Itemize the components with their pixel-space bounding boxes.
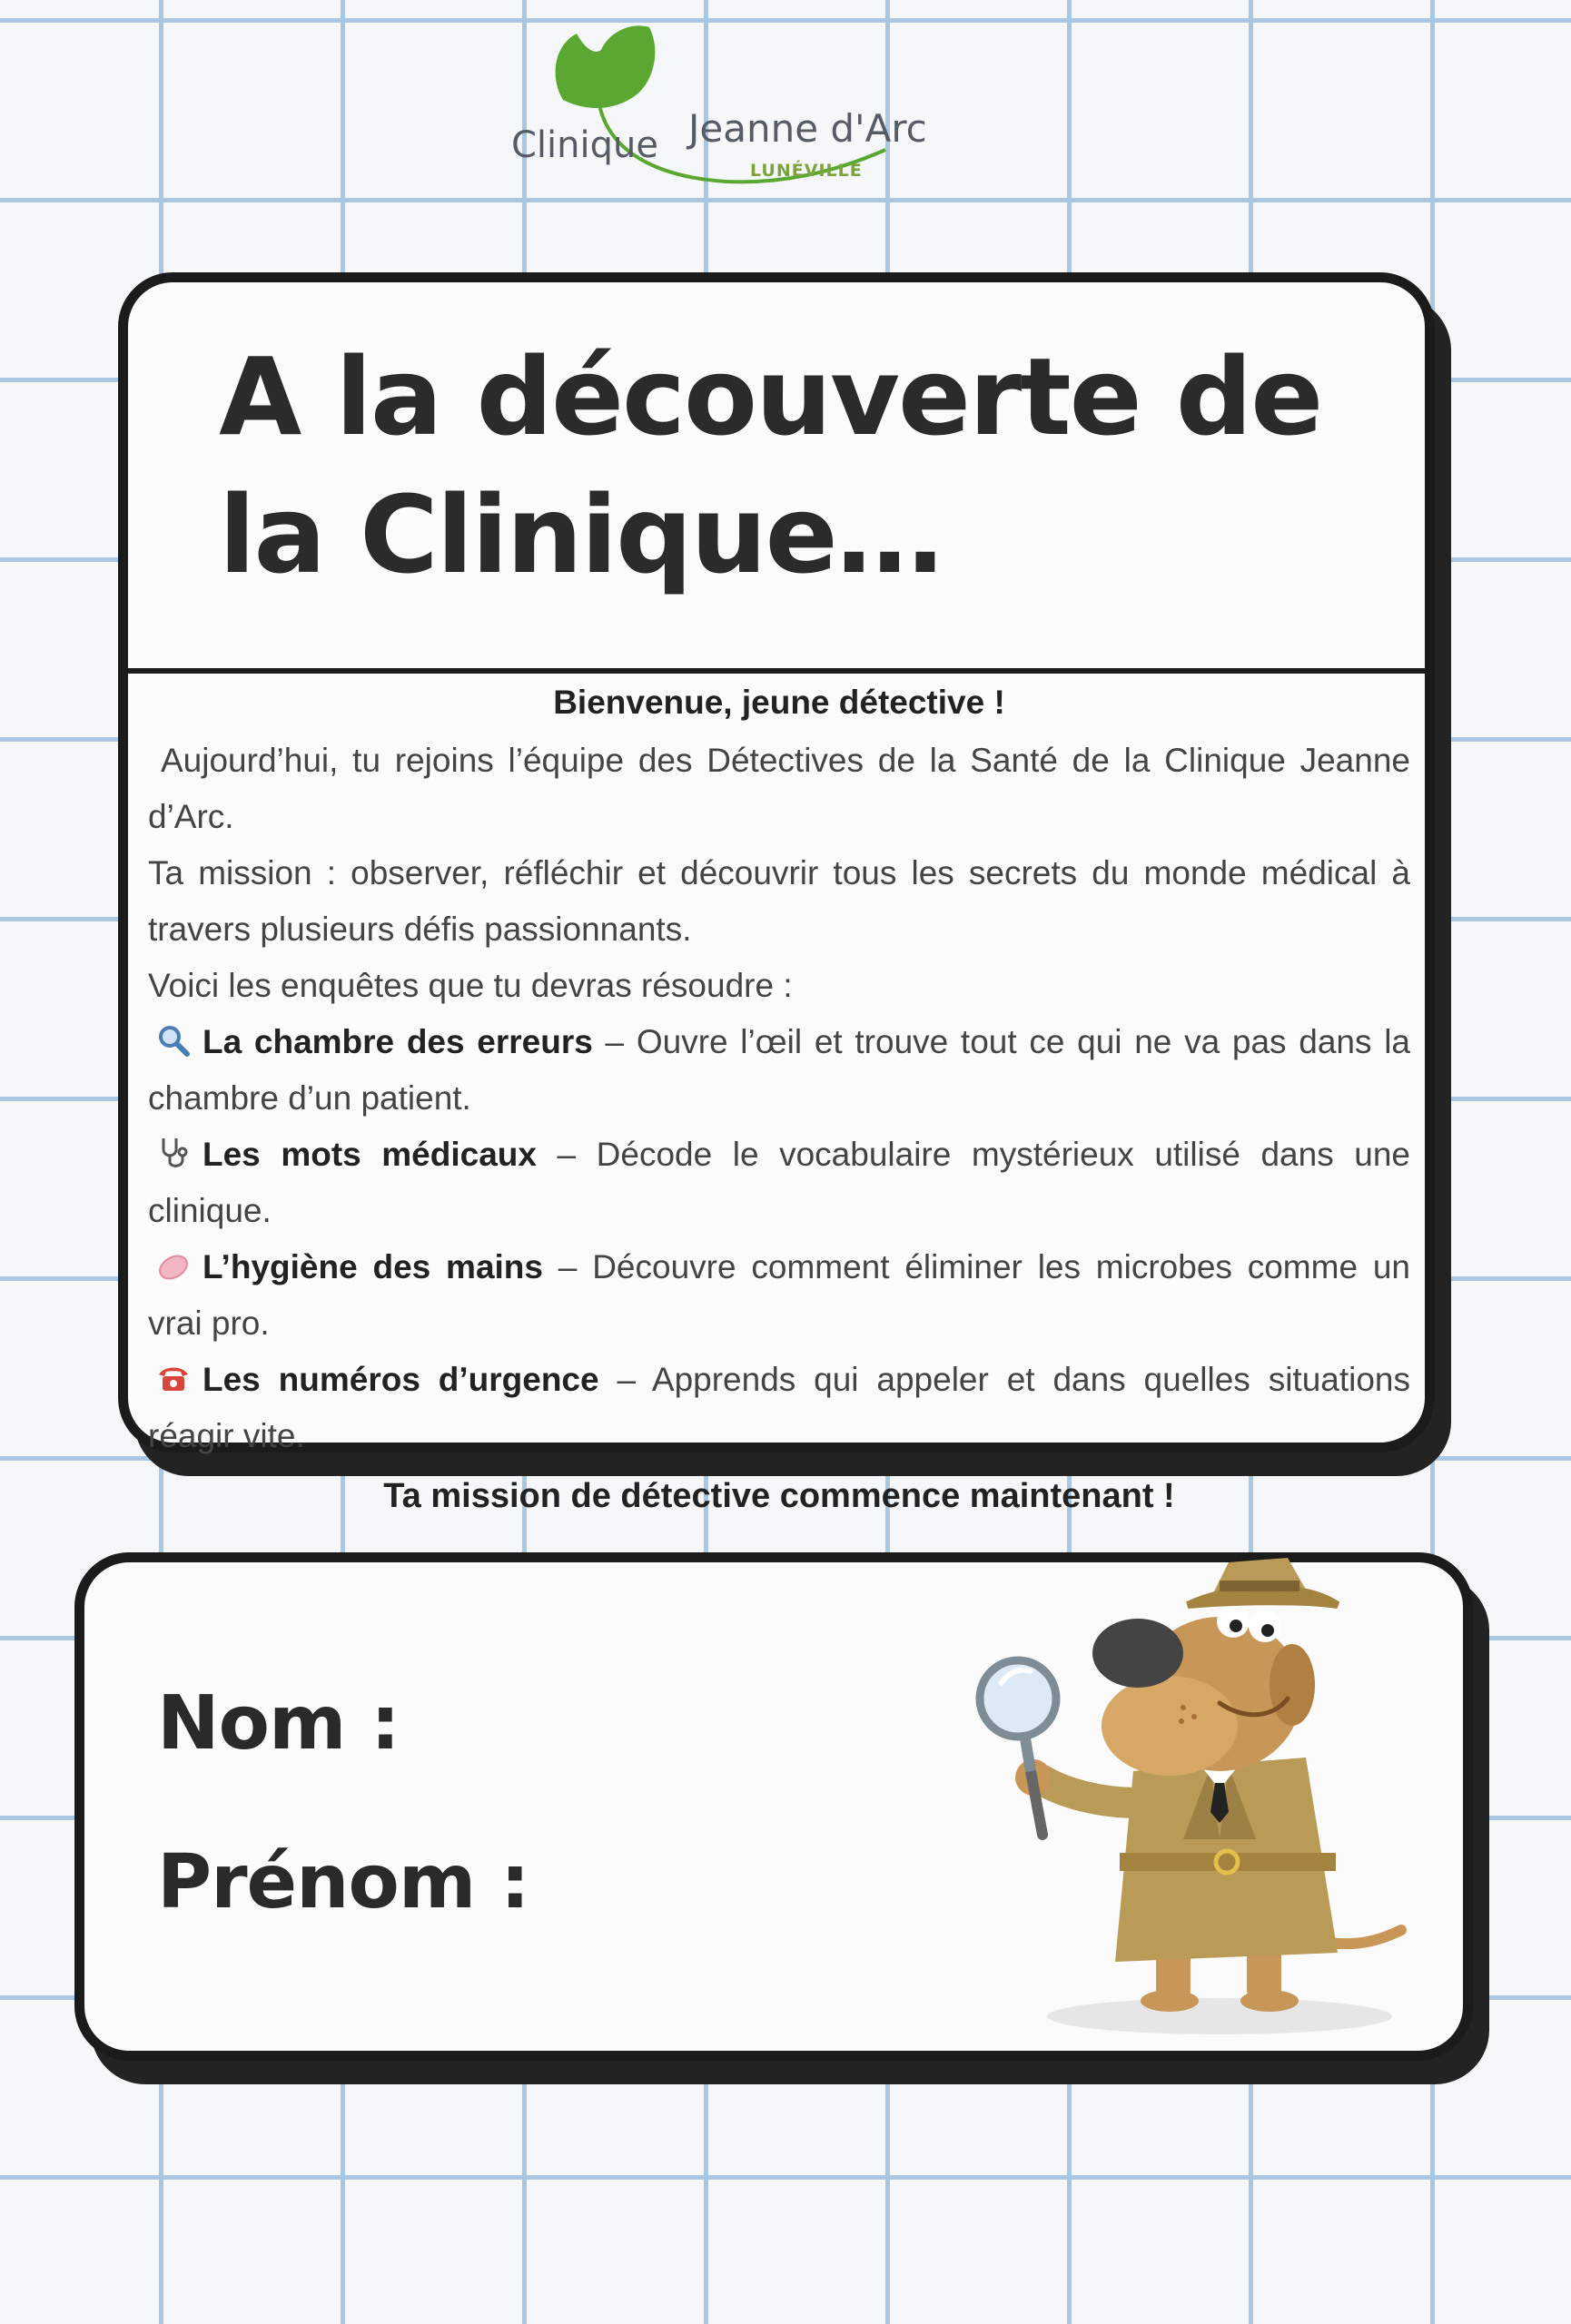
mission-item-mots bbox=[148, 1127, 1410, 1239]
intro-paragraph-1: Aujourd’hui, tu rejoins l’équipe des Détectives de la Santé de la Clinique Jeanne d’Arc. bbox=[148, 742, 1410, 835]
closing-line: Ta mission de détective commence maintenant ! bbox=[383, 1477, 1175, 1515]
title-section bbox=[128, 282, 1425, 674]
magnifier-icon bbox=[155, 1019, 192, 1056]
mission-item-urgence bbox=[148, 1352, 1410, 1464]
mission-title: La chambre des erreurs bbox=[203, 1023, 593, 1060]
intro-card bbox=[118, 272, 1435, 1515]
soap-icon bbox=[155, 1245, 192, 1281]
mission-item-hygiene bbox=[148, 1239, 1410, 1352]
logo-word-jeanne-darc: Jeanne d'Arc bbox=[688, 106, 927, 151]
mission-text: – Décode le vocabulaire mystérieux utilisé dans une clinique. bbox=[148, 1136, 1411, 1229]
detective-dog-icon bbox=[956, 1540, 1465, 2048]
intro-paragraph-2: Ta mission : observer, réfléchir et découvrir tous les secrets du monde médical à travers plusieurs défis passionnants. bbox=[148, 854, 1410, 948]
mission-title: L’hygiène des mains bbox=[203, 1248, 543, 1285]
page-title: A la découverte de la Clinique… bbox=[219, 334, 1322, 597]
prenom-field-label: Prénom : bbox=[157, 1839, 529, 1925]
intro-body bbox=[148, 675, 1410, 1524]
nom-field-label: Nom : bbox=[157, 1680, 400, 1767]
mission-title: Les numéros d’urgence bbox=[203, 1361, 599, 1398]
mission-text: – Découvre comment éliminer les microbes comme un vrai pro. bbox=[148, 1248, 1410, 1342]
mission-text: – Apprends qui appeler et dans quelles situations réagir vite. bbox=[148, 1361, 1411, 1454]
welcome-heading: Bienvenue, jeune détective ! bbox=[553, 684, 1005, 721]
clinic-logo bbox=[499, 14, 963, 213]
name-card bbox=[74, 1552, 1473, 2061]
logo-city: LUNÉVILLE bbox=[750, 161, 863, 181]
intro-paragraph-3: Voici les enquêtes que tu devras résoudre : bbox=[148, 967, 793, 1004]
mission-title: Les mots médicaux bbox=[203, 1136, 537, 1173]
mission-text: – Ouvre l’œil et trouve tout ce qui ne va pas dans la chambre d’un patient. bbox=[148, 1023, 1410, 1117]
stethoscope-icon bbox=[155, 1132, 192, 1168]
telephone-icon bbox=[155, 1357, 192, 1393]
logo-word-clinique: Clinique bbox=[511, 124, 658, 166]
mission-item-chambre bbox=[148, 1014, 1410, 1127]
